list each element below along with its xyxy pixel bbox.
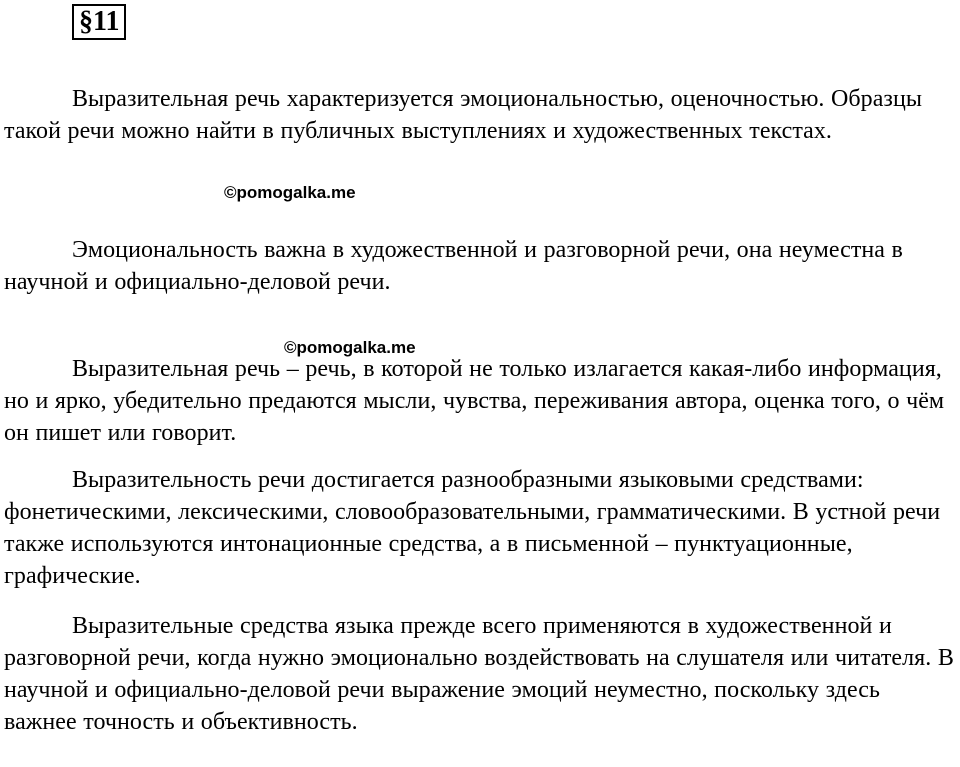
watermark-1: ©pomogalka.me — [224, 183, 356, 202]
section-number: §11 — [72, 4, 126, 40]
watermark-2: ©pomogalka.me — [284, 338, 416, 357]
paragraph-3: Выразительная речь – речь, в которой не только излагается какая-либо информация, но и ярко, убедительно предаются мысли, чувства, переживания автора, оценка того, о чём он пишет или говорит. — [4, 356, 945, 446]
paragraph-2: Эмоциональность важна в художественной и разговорной речи, она неуместна в научной и официально-деловой речи. — [4, 237, 903, 295]
paragraph-1: Выразительная речь характеризуется эмоциональностью, оценочностью. Образцы такой речи можно найти в публичных выступлениях и художественных текстах. — [4, 86, 923, 144]
paragraph-5: Выразительные средства языка прежде всего применяются в художественной и разговорной речи, когда нужно эмоционально воздействовать на слушателя или читателя. В научной и официально-деловой речи выражение эмоций неуместно, поскольку здесь важнее точность и объективность. — [4, 613, 954, 735]
paragraph-4: Выразительность речи достигается разнообразными языковыми средствами: фонетическими, лексическими, словообразовательными, грамматическими. В устной речи также используются интонационные средства, а в письменной – пунктуационные, графические. — [4, 467, 941, 589]
